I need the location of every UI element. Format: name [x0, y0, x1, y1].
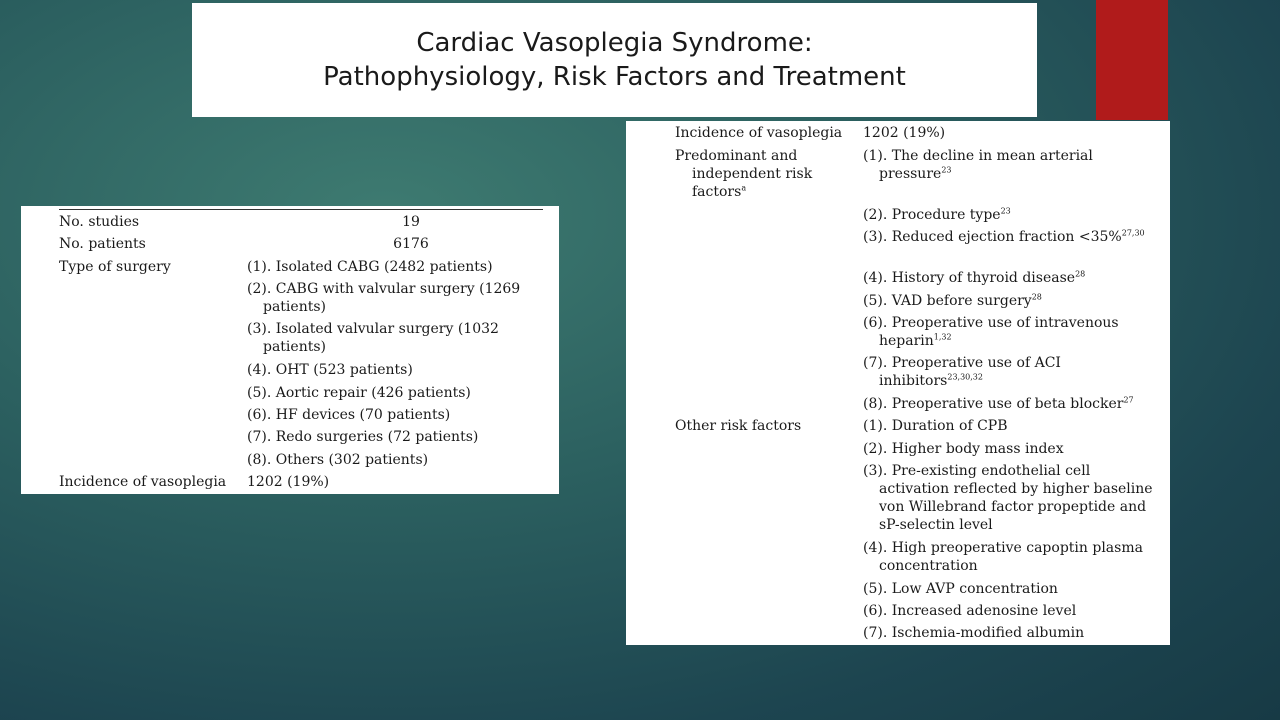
- other-risk-item: (7). Ischemia-modified albumin: [863, 625, 1085, 641]
- predominant-label-line-3: factors$^a$: [692, 183, 747, 200]
- surgery-item: (2). CABG with valvular surgery (1269 patients): [247, 281, 521, 315]
- surgery-item: (3). Isolated valvular surgery (1032 patients): [247, 321, 499, 355]
- surgery-item: (6). HF devices (70 patients): [247, 407, 451, 423]
- predominant-item: (6). Preoperative use of intravenous heparin$^{1,32}$: [863, 315, 1119, 349]
- other-risk-item: (4). High preoperative capoptin plasma concentration: [863, 540, 1143, 574]
- row-value-incidence: 1202 (19%): [247, 474, 330, 490]
- surgery-item: (1). Isolated CABG (2482 patients): [247, 259, 493, 275]
- right-risk-table: [626, 121, 1170, 645]
- title-line-2: Pathophysiology, Risk Factors and Treatment: [323, 62, 906, 92]
- left-summary-table: [21, 206, 559, 494]
- predominant-label-line-1: Predominant and: [675, 148, 798, 164]
- row-label-surgery-type: Type of surgery: [59, 259, 171, 275]
- other-risk-item: (5). Low AVP concentration: [863, 581, 1058, 597]
- incidence-value: 1202 (19%): [863, 125, 946, 141]
- row-label-patients: No. patients: [59, 236, 146, 252]
- accent-bar: [1096, 0, 1168, 120]
- surgery-item: (8). Others (302 patients): [247, 452, 429, 468]
- slide-title: [192, 3, 1037, 117]
- other-risk-label: Other risk factors: [675, 418, 802, 434]
- row-value-studies: 19: [402, 214, 420, 230]
- surgery-item: (5). Aortic repair (426 patients): [247, 385, 471, 401]
- predominant-item: (2). Procedure type$^{23}$: [863, 206, 1011, 223]
- predominant-item: (3). Reduced ejection fraction <35%$^{27,30}$: [863, 228, 1145, 245]
- predominant-item: (8). Preoperative use of beta blocker$^{27}$: [863, 395, 1134, 412]
- predominant-item: (7). Preoperative use of ACI inhibitors$^{23,30,32}$: [863, 355, 1061, 389]
- predominant-item: (1). The decline in mean arterial pressure$^{23}$: [863, 148, 1093, 182]
- title-line-1: Cardiac Vasoplegia Syndrome:: [416, 28, 813, 58]
- predominant-item: (5). VAD before surgery$^{28}$: [863, 292, 1042, 309]
- surgery-item: (7). Redo surgeries (72 patients): [247, 429, 479, 445]
- table-top-rule: [59, 209, 543, 210]
- row-label-incidence: Incidence of vasoplegia: [59, 474, 227, 490]
- other-risk-item: (6). Increased adenosine level: [863, 603, 1077, 619]
- other-risk-item: (2). Higher body mass index: [863, 441, 1064, 457]
- predominant-label-line-2: independent risk: [692, 166, 813, 182]
- surgery-item: (4). OHT (523 patients): [247, 362, 413, 378]
- row-label-studies: No. studies: [59, 214, 140, 230]
- predominant-item: (4). History of thyroid disease$^{28}$: [863, 269, 1086, 286]
- other-risk-item: (1). Duration of CPB: [863, 418, 1008, 434]
- incidence-label: Incidence of vasoplegia: [675, 125, 843, 141]
- row-value-patients: 6176: [393, 236, 429, 252]
- other-risk-item: (3). Pre-existing endothelial cell activation reflected by higher baseline von Willebrand factor propeptide and sP-selectin level: [863, 463, 1153, 533]
